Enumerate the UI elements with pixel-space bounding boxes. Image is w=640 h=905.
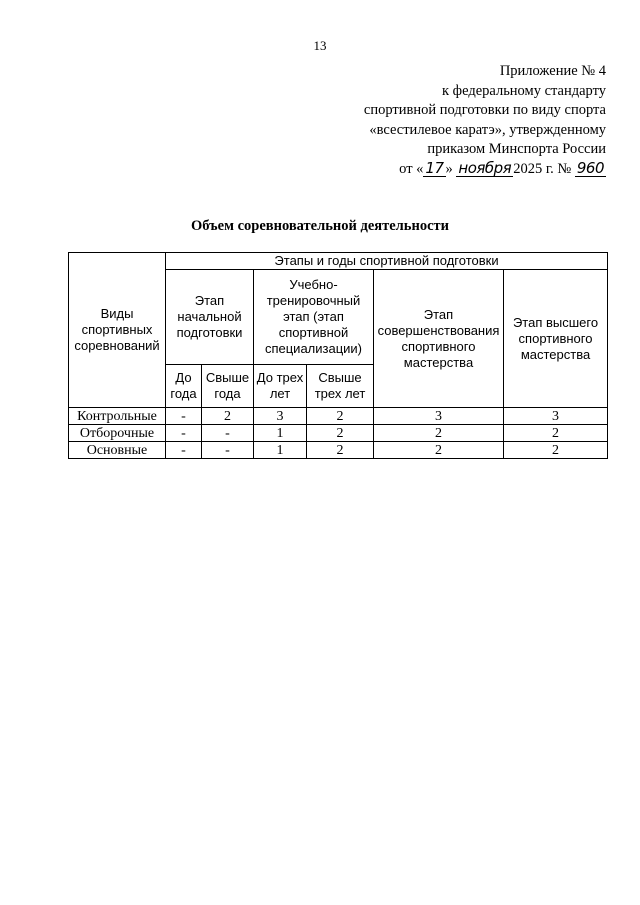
table-cell: -: [166, 408, 202, 425]
table-cell: 2: [307, 442, 374, 459]
table-row: [69, 425, 608, 442]
handwritten-month: ноября: [458, 158, 512, 177]
table-cell: 3: [504, 408, 608, 425]
table-cell: 2: [374, 442, 504, 459]
date-mid: »: [445, 160, 453, 177]
header-year-over-three: Свыше трех лет: [307, 365, 374, 408]
table-cell: -: [202, 425, 254, 442]
header-stage-improvement: Этап совершенствования спортивного мастерства: [374, 270, 504, 408]
competition-volume-table: [68, 252, 608, 459]
table-cell: 2: [307, 425, 374, 442]
date-year: 2025 г. №: [513, 160, 572, 177]
table-cell: -: [166, 425, 202, 442]
appendix-header: [306, 62, 606, 179]
table-row: [69, 408, 608, 425]
handwritten-order-number: 960: [576, 158, 604, 177]
appendix-number: Приложение № 4: [499, 63, 606, 79]
table-cell: -: [166, 442, 202, 459]
table-cell: 2: [202, 408, 254, 425]
appendix-sport-name: «всестилевое каратэ», утвержденному: [369, 121, 606, 138]
header-stages-group: Этапы и годы спортивной подготовки: [166, 253, 608, 270]
table-cell: 2: [307, 408, 374, 425]
appendix-date-line: [306, 160, 606, 180]
table-cell: 2: [374, 425, 504, 442]
table-row: [69, 442, 608, 459]
row-label: Основные: [69, 442, 166, 459]
appendix-sport-ref: спортивной подготовки по виду спорта: [363, 102, 606, 118]
handwritten-day: 17: [425, 158, 444, 177]
header-competition-kinds: Виды спортивных соревнований: [69, 253, 166, 408]
header-stage-higher-mastery: Этап высшего спортивного мастерства: [504, 270, 608, 408]
table-cell: 1: [254, 442, 307, 459]
table-cell: 1: [254, 425, 307, 442]
appendix-standard-ref: к федеральному стандарту: [442, 82, 606, 99]
row-label: Контрольные: [69, 408, 166, 425]
page-number: 13: [313, 38, 327, 53]
table-cell: -: [202, 442, 254, 459]
table-cell: 2: [504, 425, 608, 442]
document-title: Объем соревновательной деятельности: [191, 218, 449, 234]
table-cell: 3: [374, 408, 504, 425]
header-stage-initial: Этап начальной подготовки: [166, 270, 254, 365]
table-cell: 2: [504, 442, 608, 459]
appendix-order-ref: приказом Минспорта России: [427, 141, 606, 157]
date-prefix: от «: [399, 160, 424, 177]
row-label: Отборочные: [69, 425, 166, 442]
header-stage-training: Учебно-тренировочный этап (этап спортивной специализации): [254, 270, 374, 365]
header-year-up-to-one: До года: [166, 365, 202, 408]
table-cell: 3: [254, 408, 307, 425]
header-year-over-one: Свыше года: [202, 365, 254, 408]
header-year-up-to-three: До трех лет: [254, 365, 307, 408]
